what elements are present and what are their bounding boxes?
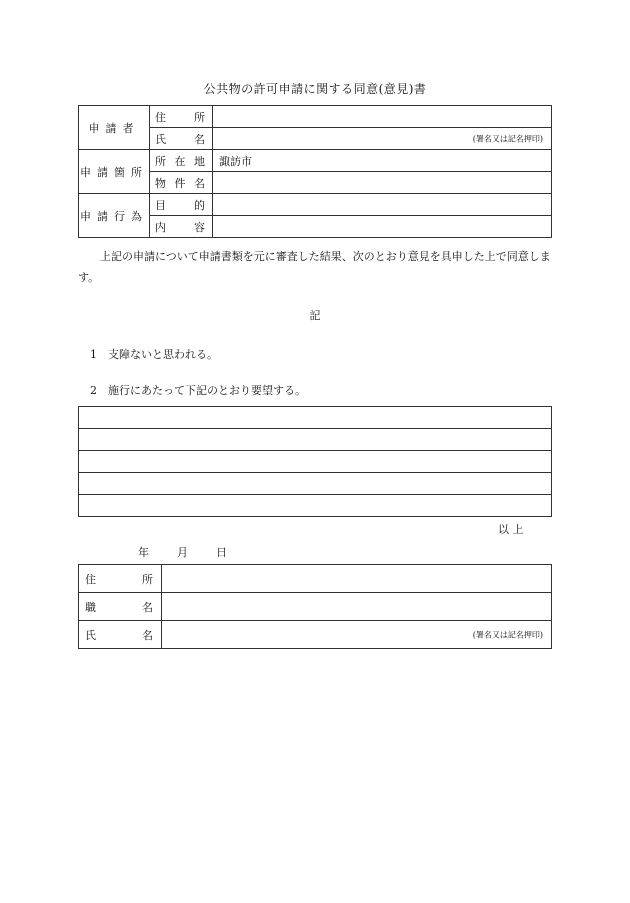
site-label: 所 在 地 <box>150 150 213 172</box>
request-line[interactable] <box>79 451 552 473</box>
request-lines-table <box>78 406 552 517</box>
signatory-name-field[interactable] <box>162 621 552 649</box>
signatory-table <box>78 564 552 649</box>
signatory-address-field[interactable] <box>162 565 552 593</box>
purpose-label: 目 的 <box>150 194 213 216</box>
content-field[interactable] <box>213 216 552 238</box>
signature-note: (署名又は記名押印) <box>472 134 543 143</box>
opinion-item-2: 2 施行にあたって下記のとおり要望する。 <box>90 384 306 397</box>
signatory-address-label: 住 所 <box>79 565 162 593</box>
application-table <box>78 105 552 238</box>
applicant-address-field[interactable] <box>213 106 552 128</box>
signatory-name-label: 氏 名 <box>79 621 162 649</box>
request-line[interactable] <box>79 473 552 495</box>
request-line[interactable] <box>79 407 552 429</box>
ki-heading: 記 <box>309 309 321 322</box>
purpose-field[interactable] <box>213 194 552 216</box>
applicant-group-label: 申請者 <box>79 106 150 150</box>
applicant-address-label: 住 所 <box>150 106 213 128</box>
opinion-item-1: 1 支障ないと思われる。 <box>90 348 218 361</box>
closing-text: 以 上 <box>498 523 524 536</box>
applicant-name-field[interactable] <box>213 128 552 150</box>
signatory-position-label: 職 名 <box>79 593 162 621</box>
location-group-label: 申請箇所 <box>79 150 150 194</box>
property-field[interactable] <box>213 172 552 194</box>
request-line[interactable] <box>79 495 552 517</box>
date-line: 年 月 日 <box>138 546 227 559</box>
action-group-label: 申請行為 <box>79 194 150 238</box>
signature-note: (署名又は記名押印) <box>472 630 543 639</box>
signatory-position-field[interactable] <box>162 593 552 621</box>
property-label: 物 件 名 <box>150 172 213 194</box>
document-title: 公共物の許可申請に関する同意(意見)書 <box>203 82 427 96</box>
content-label: 内 容 <box>150 216 213 238</box>
site-field[interactable]: 諏訪市 <box>213 150 552 172</box>
request-line[interactable] <box>79 429 552 451</box>
applicant-name-label: 氏 名 <box>150 128 213 150</box>
body-paragraph: 上記の申請について申請書類を元に審査した結果、次のとおり意見を具申した上で同意します。 <box>78 250 551 284</box>
